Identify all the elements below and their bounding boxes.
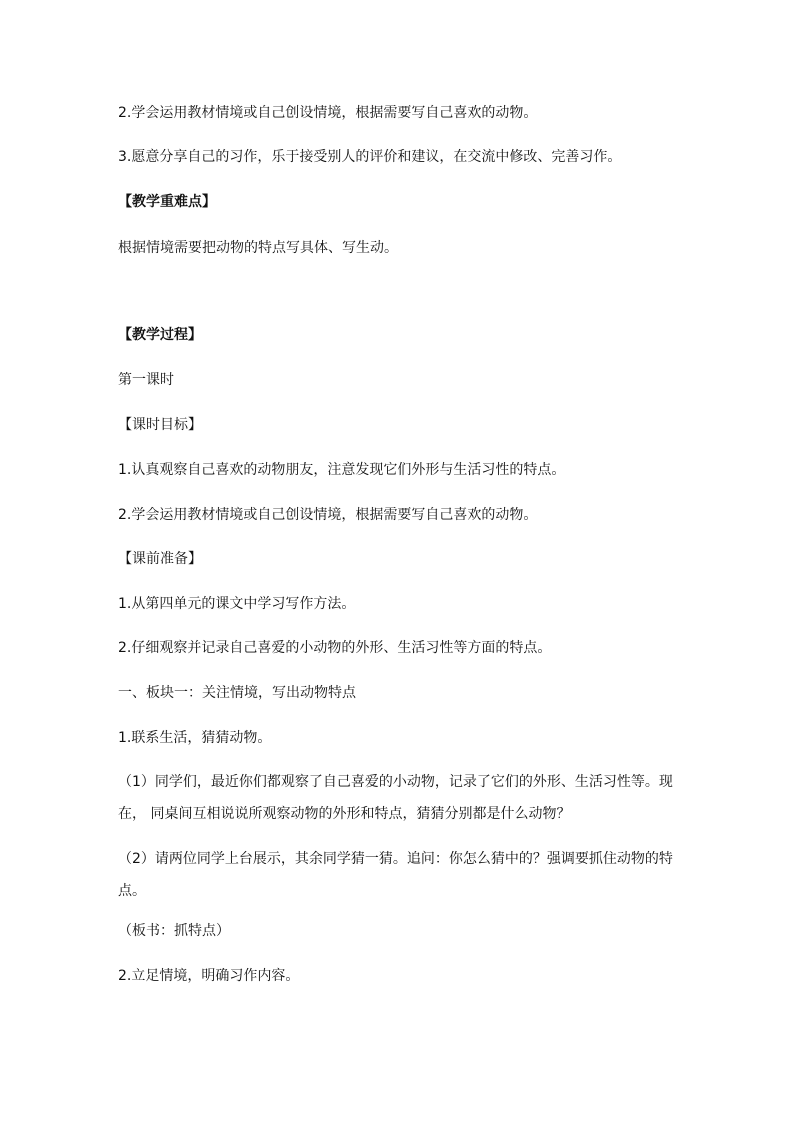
heading-preparation: 【课前准备】: [118, 551, 202, 567]
step-2-title: 2.立足情境，明确习作内容。: [118, 968, 300, 984]
section-one-title: 一、板块一：关注情境，写出动物特点: [118, 685, 356, 701]
lesson-goal-2: 2.学会运用教材情境或自己创设情境，根据需要写自己喜欢的动物。: [118, 507, 538, 523]
board-note: （板书：抓特点）: [118, 923, 230, 939]
heading-lesson-goals: 【课时目标】: [118, 417, 202, 433]
heading-key-points: 【教学重难点】: [118, 194, 216, 210]
objective-2: 2.学会运用教材情境或自己创设情境，根据需要写自己喜欢的动物。: [118, 105, 538, 121]
first-lesson-label: 第一课时: [118, 372, 174, 388]
preparation-2: 2.仔细观察并记录自己喜爱的小动物的外形、生活习性等方面的特点。: [118, 640, 552, 656]
key-points-text: 根据情境需要把动物的特点写具体、写生动。: [118, 240, 398, 256]
step-1-title: 1.联系生活，猜猜动物。: [118, 730, 272, 746]
preparation-1: 1.从第四单元的课文中学习写作方法。: [118, 596, 356, 612]
step-1-paragraph-2: （2）请两位同学上台展示，其余同学猜一猜。追问：你怎么猜中的？强调要抓住动物的特点。: [118, 851, 673, 899]
lesson-goal-1: 1.认真观察自己喜欢的动物朋友，注意发现它们外形与生活习性的特点。: [118, 462, 566, 478]
step-1-paragraph-1: （1）同学们，最近你们都观察了自己喜爱的小动物，记录了它们的外形、生活习性等。现在， 同桌间互相说说所观察动物的外形和特点，猜猜分别都是什么动物？: [118, 774, 673, 822]
objective-3: 3.愿意分享自己的习作，乐于接受别人的评价和建议，在交流中修改、完善习作。: [118, 149, 622, 165]
heading-teaching-process: 【教学过程】: [118, 327, 202, 343]
